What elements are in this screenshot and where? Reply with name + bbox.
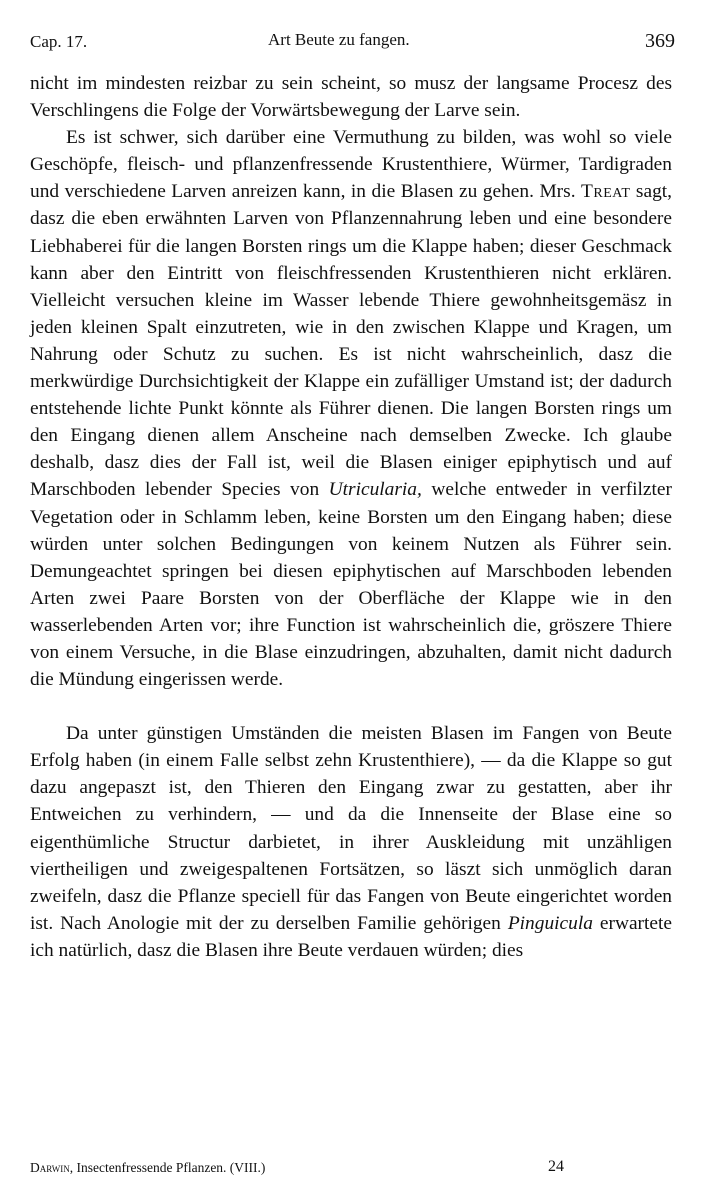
footer-citation xyxy=(30,1160,265,1176)
text-run: Da unter günstigen Umständen die meisten Blasen im Fangen von Beute Erfolg haben (in einem Falle selbst zehn Krustenthiere), — da die Klappe so gut dazu angepaszt ist, den Thieren den Eingang zwar zu gestatten, aber ihr Entweichen zu verhindern, — und da die Innenseite der Blase eine so eigenthümliche Structur darbietet, in ihrer Auskleidung mit unzähligen viertheiligen und zweigespaltenen Fortsätzen, so läszt sich unmöglich daran zweifeln, dasz die Pflanze speciell für das Fangen von Beute eingerichtet worden ist. Nach Anologie mit der zu derselben Familie gehörigen xyxy=(30,723,672,934)
text-run: Es ist schwer, sich darüber eine Vermuthung zu bilden, was wohl so viele Geschöpfe, fleisch- und pflanzenfressende Krustenthiere, Würmer, Tardigraden und verschiedene Larven anreizen kann, in die Blasen zu gehen. Mrs. xyxy=(30,127,672,203)
text-run: erwartete ich natürlich, dasz die Blasen ihre Beute verdauen würden; dies xyxy=(30,912,673,961)
running-header xyxy=(30,30,675,56)
page-body xyxy=(30,70,672,964)
footer-author: Darwin xyxy=(30,1160,70,1175)
text-run: nicht im mindesten reizbar zu sein scheint, so musz der langsame Procesz des Verschlingens die Folge der Vorwärtsbewegung der Larve sein. xyxy=(30,73,672,122)
signature-line xyxy=(30,1158,675,1182)
paragraph xyxy=(30,70,672,124)
chapter-label: Cap. 17. xyxy=(30,32,88,51)
page-number: 369 xyxy=(645,30,675,52)
text-run: welche entweder in verfilzter Vegetation oder in Schlamm leben, keine Borsten um den Eingang haben; diese würden unter solchen Bedingungen von keinem Nutzen als Führer sein. Demungeachtet springen bei diesen epiphytischen auf Marschboden lebenden Arten zwei Paare Borsten von der Oberfläche der Klappe wie in den wasserlebenden Arten vor; ihre Function ist wahrscheinlich die, gröszere Thiere von einem Versuche, in die Blase einzudringen, abzuhalten, damit nicht dadurch die Mündung eingerissen werde. xyxy=(30,479,672,691)
genus-name: Utricularia, xyxy=(328,479,422,501)
text-run: sagt, dasz die eben erwähnten Larven von Pflanzennahrung leben und eine besondere Liebhaberei für die langen Borsten rings um die Klappe haben; dieser Geschmack kann aber den Eintritt von fleischfressenden Krustenthieren nicht erklären. Vielleicht versuchen kleine im Wasser lebende Thiere gewohnheitsgemäsz in jeden kleinen Spalt einzutreten, wie in den zwischen Klappe und Kragen, um Nahrung oder Schutz zu suchen. Es ist nicht wahrscheinlich, dasz die merkwürdige Durchsichtigkeit der Klappe ein zufälliger Umstand ist; der dadurch entstehende lichte Punkt könnte als Führer dienen. Die langen Borsten rings um den Eingang dienen allem Anscheine nach demselben Zwecke. Ich glaube deshalb, dasz dies der Fall ist, weil die Blasen einiger epiphytisch und auf Marschboden lebender Species von xyxy=(30,181,672,501)
genus-name: Pinguicula xyxy=(507,912,593,934)
signature-mark: 24 xyxy=(548,1158,564,1175)
footer-book: , Insectenfressende Pflanzen. (VIII.) xyxy=(69,1160,266,1175)
paragraph xyxy=(30,720,672,964)
paragraph xyxy=(30,124,672,693)
author-name: Treat xyxy=(581,181,631,203)
running-title: Art Beute zu fangen. xyxy=(268,30,410,49)
